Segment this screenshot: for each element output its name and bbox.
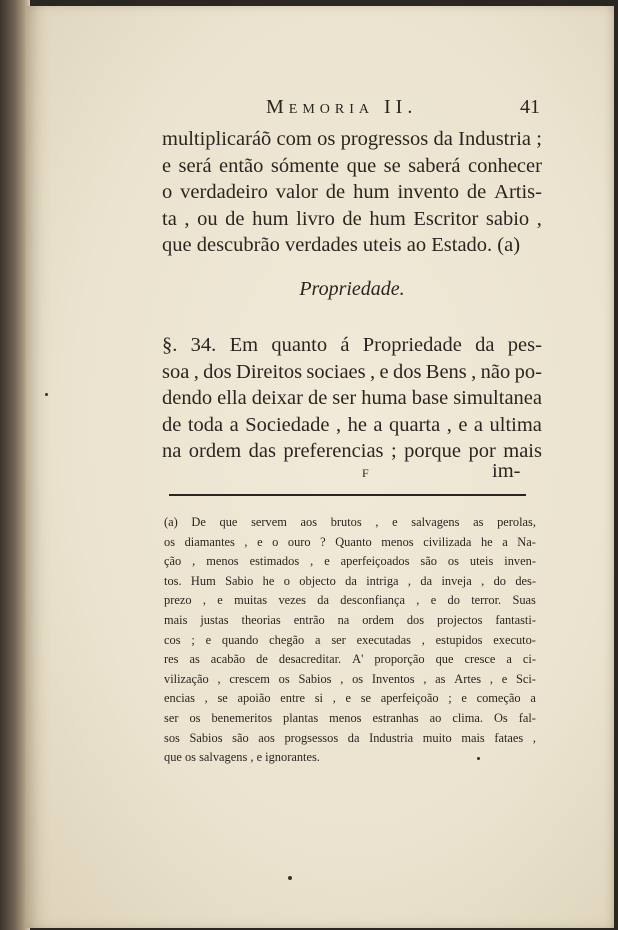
word: Artis- (494, 181, 542, 203)
word: , (184, 207, 190, 230)
word: crescem (229, 671, 270, 686)
word: objecto (299, 573, 336, 588)
word: e (217, 593, 223, 608)
word: de (325, 181, 346, 203)
word: e (392, 515, 398, 529)
word: , (375, 515, 379, 529)
word: , (332, 691, 336, 706)
word: ordem (188, 440, 242, 462)
word: muito (422, 730, 452, 745)
word: ci- (522, 652, 536, 667)
word: sabio (485, 207, 530, 230)
word: tos. (164, 573, 182, 588)
word: Propriedade (362, 334, 462, 356)
word: preferencias (283, 440, 384, 462)
word: fal- (518, 710, 536, 725)
word: das (248, 440, 276, 462)
word: da (433, 128, 453, 150)
word: Escritor (413, 207, 479, 230)
word: da (347, 730, 360, 745)
footnote-line (164, 709, 536, 729)
word: cresce (464, 652, 496, 667)
word: , (369, 360, 376, 383)
word: base (411, 387, 449, 409)
footnote-line (164, 689, 536, 709)
word: deixar (251, 387, 303, 409)
word: , (335, 413, 342, 436)
word: os (352, 671, 364, 686)
text-line (162, 385, 542, 412)
word: ultima (489, 413, 542, 436)
word: vilização (164, 671, 209, 686)
word: e (458, 413, 468, 436)
word: ella (217, 387, 247, 409)
word: soa (162, 360, 190, 383)
word: , (244, 534, 248, 549)
word: , (202, 593, 206, 608)
word: Hum (190, 573, 216, 588)
word: se (360, 691, 372, 706)
paragraph-section-34 (162, 332, 542, 465)
word: Quanto (335, 534, 372, 549)
word: ; (390, 440, 397, 462)
word: os (164, 534, 176, 549)
word: da (475, 334, 495, 356)
word: menos (329, 710, 362, 725)
footnote-line (164, 729, 536, 749)
word: he (262, 573, 275, 588)
word: e (345, 691, 351, 706)
word: Na- (517, 534, 536, 549)
word: aperfeiçoão (380, 691, 439, 706)
word: dos (392, 360, 422, 383)
text-line (162, 332, 542, 359)
word: o (162, 181, 173, 203)
footnote-line (164, 513, 536, 533)
word: ser (164, 710, 179, 725)
word: Sociedade (245, 413, 330, 436)
word: sociaes (306, 360, 366, 383)
word: vezes (278, 593, 306, 608)
word: os (278, 671, 290, 686)
word: fataes (494, 730, 524, 745)
word: , (192, 554, 196, 569)
word: , (481, 573, 485, 588)
word: inveja (441, 573, 472, 588)
word: proporção (374, 652, 425, 667)
word: a (473, 413, 484, 436)
word: clima. (452, 710, 483, 725)
word: ; (536, 128, 542, 150)
word: projectos (436, 612, 483, 627)
word: valor (275, 181, 318, 203)
word: 34. (190, 334, 217, 356)
word: ser (331, 632, 346, 647)
word: com (276, 128, 312, 150)
word: sómente (270, 154, 340, 177)
word: cos (164, 632, 181, 647)
word: livro (296, 207, 335, 230)
word: ; (448, 691, 452, 706)
word: as (473, 515, 484, 529)
word: salvagens (411, 515, 460, 529)
word: Os (493, 710, 508, 725)
word: de (466, 181, 487, 203)
word: multiplicaráõ (162, 128, 272, 150)
word: não (480, 360, 511, 383)
word: conhecer (467, 154, 542, 177)
text-line (162, 206, 542, 233)
word: uteis (469, 554, 494, 569)
word: que (435, 652, 454, 667)
word: pes- (507, 334, 542, 356)
word: intriga (366, 573, 399, 588)
word: mais (461, 730, 485, 745)
word: e (430, 593, 437, 608)
word: e (501, 671, 508, 686)
word: theorias (241, 612, 281, 627)
word: , (217, 671, 221, 686)
word: plantas (283, 710, 319, 725)
word: os (447, 554, 459, 569)
word: acabão (210, 652, 246, 667)
word: da (420, 573, 433, 588)
word: quando (221, 632, 259, 647)
paragraph-continuation (162, 126, 542, 259)
word: si (314, 691, 323, 706)
word: as (189, 652, 200, 667)
word: brutos (330, 515, 362, 529)
word: na (162, 440, 182, 462)
word: , (340, 671, 344, 686)
footnote-line: que os salvagens , e ignorantes. (164, 750, 320, 765)
running-title: Memoria II. (266, 96, 418, 118)
footnote-line (164, 533, 536, 553)
word: justas (200, 612, 229, 627)
word: simultanea (453, 387, 542, 409)
word: Bens (425, 360, 467, 383)
word: será (178, 154, 212, 177)
word: , (310, 554, 314, 569)
word: ser (332, 387, 357, 409)
word: são (232, 730, 249, 745)
book-page (26, 6, 614, 928)
word: sos (164, 730, 180, 745)
word: , (423, 671, 427, 686)
word: do (493, 573, 506, 588)
word: que (346, 154, 377, 177)
word: a (506, 652, 512, 667)
word: Inventos (371, 671, 415, 686)
footnote-line (164, 611, 536, 631)
word: verdadeiro (180, 181, 268, 203)
word: civilizada (423, 534, 472, 549)
word: encias (164, 691, 195, 706)
word: perolas, (497, 515, 536, 529)
word: De (191, 515, 206, 529)
text-line (162, 179, 542, 206)
footnote-line (164, 650, 536, 670)
ink-speck (288, 876, 292, 880)
word: progressos (340, 128, 429, 150)
word: a (530, 691, 536, 706)
word: Sabio (225, 573, 254, 588)
word: prezo (164, 593, 192, 608)
word: Direitos (236, 360, 303, 383)
word: e (461, 691, 467, 706)
word: entrão (293, 612, 325, 627)
word: a (373, 413, 383, 436)
word: saberá (408, 154, 461, 177)
word: por (468, 440, 496, 462)
word: entre (280, 691, 306, 706)
word: apoião (237, 691, 271, 706)
word: os (189, 710, 201, 725)
word: se (217, 691, 228, 706)
footnote-line (164, 670, 536, 690)
word: mais (164, 612, 188, 627)
word: diamantes (184, 534, 235, 549)
catchword: im- (492, 460, 521, 482)
word: de (225, 207, 245, 230)
word: , (446, 413, 452, 436)
word: res (164, 652, 179, 667)
word: ao (429, 710, 442, 725)
word: da (345, 573, 357, 588)
footnote-line (164, 631, 536, 651)
word: , (471, 360, 477, 383)
word: de (256, 652, 268, 667)
word: hum (353, 181, 390, 203)
word: e (162, 154, 172, 177)
word: toda (187, 413, 224, 436)
word: a (229, 413, 239, 436)
word: Industria (369, 730, 414, 745)
signature-mark: F (362, 466, 370, 480)
footnote (164, 513, 536, 768)
word: he (347, 413, 367, 436)
word: po- (514, 360, 542, 383)
page-header (186, 96, 546, 122)
text-line (162, 126, 542, 153)
word: , (421, 632, 425, 647)
word: servem (251, 515, 287, 529)
word: e (205, 632, 212, 647)
word: Sabios (189, 730, 223, 745)
text-line (162, 438, 542, 465)
word: de (162, 413, 182, 436)
word: huma (361, 387, 407, 409)
word: , (536, 207, 542, 230)
word: fantasti- (495, 612, 536, 627)
word: quarta (389, 413, 441, 436)
word: , (193, 360, 199, 383)
word: hum (252, 207, 289, 230)
word: se (383, 154, 401, 177)
word: as (435, 671, 446, 686)
word: Sabios (298, 671, 332, 686)
word: Sci- (515, 671, 536, 686)
word: (a) (164, 515, 178, 529)
word: estimados (249, 554, 300, 569)
word: menos (381, 534, 414, 549)
word: ou (197, 207, 218, 230)
word: invento (397, 181, 459, 203)
word: terror. (471, 593, 502, 608)
word: menos (206, 554, 239, 569)
word: §. (162, 334, 178, 356)
footnote-divider (169, 494, 526, 496)
word: da (317, 593, 329, 608)
word: executo- (493, 632, 536, 647)
word: aperfeiçoados (340, 554, 410, 569)
word: dos (406, 612, 425, 627)
word: desconfiança (340, 593, 405, 608)
word: ouro (287, 534, 311, 549)
word: do (447, 593, 460, 608)
footnote-line (164, 552, 536, 572)
word: os (317, 128, 336, 150)
word: , (204, 691, 208, 706)
word: , (532, 730, 536, 745)
footnote-line (164, 591, 536, 611)
word: ção (164, 554, 182, 569)
word: ? (320, 534, 326, 549)
word: benemeritos (211, 710, 273, 725)
word: he (480, 534, 493, 549)
word: dos (203, 360, 232, 383)
word: começão (476, 691, 521, 706)
word: o (272, 534, 279, 549)
word: de (307, 387, 328, 409)
ink-speck (477, 757, 480, 760)
word: chegão (269, 632, 305, 647)
word: progsessos (284, 730, 339, 745)
word: aos (300, 515, 318, 529)
word: e (324, 554, 330, 569)
ink-speck (45, 393, 48, 396)
word: ordem (362, 612, 394, 627)
word: dendo (162, 387, 213, 409)
word: Em (229, 334, 259, 356)
word: , (407, 573, 412, 588)
word: aos (258, 730, 275, 745)
word: e (257, 534, 263, 549)
word: Industria (458, 128, 531, 150)
word: na (337, 612, 350, 627)
word: , (416, 593, 420, 608)
word: ; (191, 632, 195, 647)
word: estupidos (435, 632, 483, 647)
word: desacreditar. (278, 652, 342, 667)
text-line (162, 412, 542, 439)
text-line (162, 359, 542, 386)
word: quanto (271, 334, 328, 356)
word: de (342, 207, 362, 230)
text-line: que descubrão verdades uteis ao Estado. (a) (162, 234, 521, 256)
word: muitas (234, 593, 268, 608)
word: então (219, 154, 264, 177)
word: são (420, 554, 437, 569)
word: estranhas (372, 710, 419, 725)
text-line (162, 153, 542, 180)
word: o (283, 573, 290, 588)
word: a (315, 632, 321, 647)
word: e (379, 360, 389, 383)
word: á (340, 334, 350, 356)
word: mais (503, 440, 542, 462)
word: ta (162, 207, 177, 230)
word: Artes (454, 671, 482, 686)
section-heading: Propriedade. (299, 278, 405, 300)
word: , (489, 671, 493, 686)
word: Suas (512, 593, 536, 608)
word: que (219, 515, 238, 529)
word: porque (404, 440, 462, 462)
word: a (502, 534, 508, 549)
footnote-line (164, 572, 536, 592)
word: hum (369, 207, 406, 230)
page-number: 41 (520, 96, 540, 118)
word: inven- (504, 554, 536, 569)
word: executadas (356, 632, 411, 647)
word: des- (515, 573, 536, 588)
word: A' (352, 652, 364, 667)
